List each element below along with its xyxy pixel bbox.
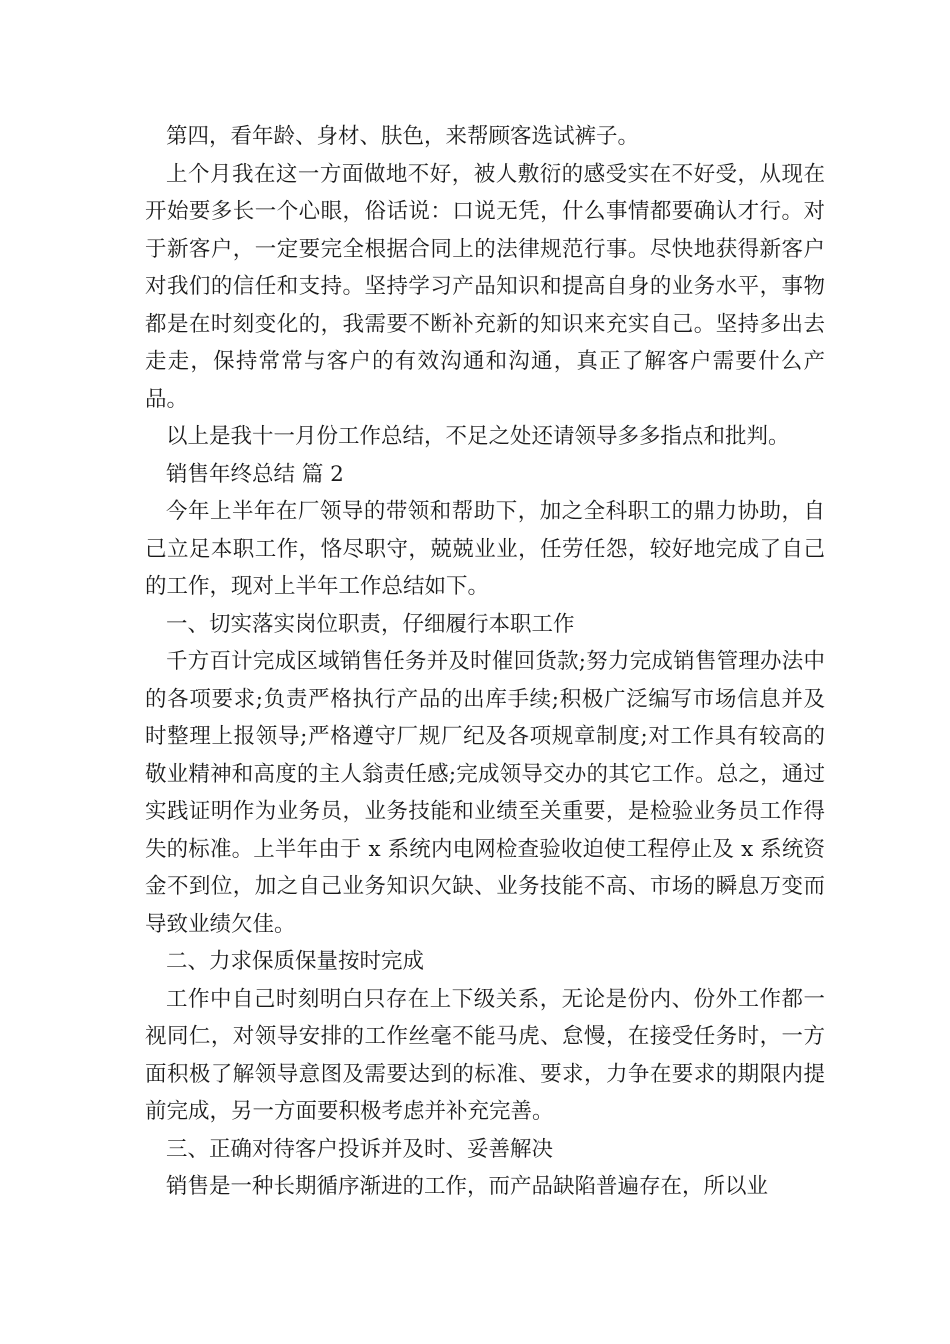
- section-heading: 一、切实落实岗位职责，仔细履行本职工作: [166, 611, 575, 637]
- paragraph: 第四，看年龄、身材、肤色，来帮顾客选试裤子。: [166, 124, 640, 149]
- document-body: [145, 118, 825, 1206]
- paragraph: 千方百计完成区域销售任务并及时催回货款;努力完成销售管理办法中的各项要求;负责严格执行产品的出库手续;积极广泛编写市场信息并及时整理上报领导;严格遵守厂规厂纪及各项规章制度;对工作具有较高的敬业精神和高度的主人翁责任感;完成领导交办的其它工作。总之，通过实践证明作为业务员，业务技能和业绩至关重要，是检验业务员工作得失的标准。上半年由于 x 系统内电网检查验收迫使工程停止及 x 系统资金不到位，加之自己业务知识欠缺、业务技能不高、市场的瞬息万变而导致业绩欠佳。: [145, 649, 825, 937]
- paragraph: 今年上半年在厂领导的带领和帮助下，加之全科职工的鼎力协助，自己立足本职工作，恪尽职守，兢兢业业，任劳任怨，较好地完成了自己的工作，现对上半年工作总结如下。: [145, 499, 825, 599]
- paragraph: 工作中自己时刻明白只存在上下级关系，无论是份内、份外工作都一视同仁，对领导安排的工作丝毫不能马虎、怠慢，在接受任务时，一方面积极了解领导意图及需要达到的标准、要求，力争在要求的期限内提前完成，另一方面要积极考虑并补充完善。: [145, 986, 825, 1124]
- paragraph: 销售是一种长期循序渐进的工作，而产品缺陷普遍存在，所以业: [166, 1174, 769, 1199]
- section-heading: 二、力求保质保量按时完成: [166, 949, 425, 974]
- paragraph: 上个月我在这一方面做地不好，被人敷衍的感受实在不好受，从现在开始要多长一个心眼，俗话说：口说无凭，什么事情都要确认才行。对于新客户，一定要完全根据合同上的法律规范行事。尽快地获得新客户对我们的信任和支持。坚持学习产品知识和提高自身的业务水平，事物都是在时刻变化的，我需要不断补充新的知识来充实自己。坚持多出去走走，保持常常与客户的有效沟通和沟通，真正了解客户需要什么产品。: [145, 161, 825, 412]
- section-heading: 三、正确对待客户投诉并及时、妥善解决: [166, 1136, 554, 1162]
- section-title: 销售年终总结 篇 2: [166, 461, 344, 487]
- paragraph: 以上是我十一月份工作总结，不足之处还请领导多多指点和批判。: [166, 424, 790, 449]
